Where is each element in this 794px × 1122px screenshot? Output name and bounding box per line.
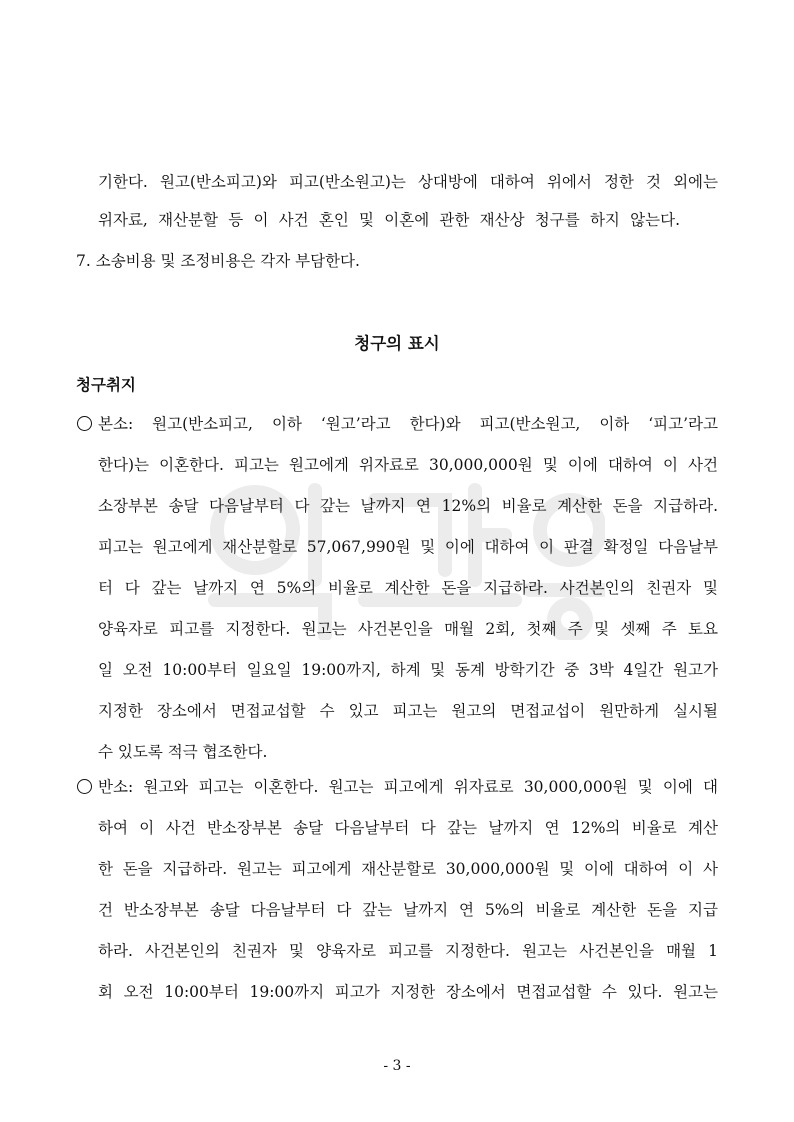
claim-2-line-2: 하여 이 사건 반소장부본 송달 다음날부터 다 갚는 날까지 연 12%의 비율로 계산 [98, 819, 718, 837]
claim-1-line-3: 소장부본 송달 다음날부터 다 갚는 날까지 연 12%의 비율로 계산한 돈을 지급하라. [98, 497, 718, 515]
claim-1-line-2: 한다)는 이혼한다. 피고는 원고에게 위자료로 30,000,000원 및 이에 대하여 이 사건 [98, 456, 718, 474]
claim-1-line-5: 터 다 갚는 날까지 연 5%의 비율로 계산한 돈을 지급하라. 사건본인의 친권자 및 [98, 579, 718, 597]
claim-1-line-1: 본소: 원고(반소피고, 이하 ‘원고’라고 한다)와 피고(반소원고, 이하 ‘피고’라고 [98, 415, 718, 433]
page-number: - 3 - [383, 1058, 411, 1074]
claim-1-line-4: 피고는 원고에게 재산분할로 57,067,990원 및 이에 대하여 이 판결 확정일 다음날부 [98, 538, 718, 556]
claim-2-bullet-icon [77, 779, 92, 794]
top-line-2: 위자료, 재산분할 등 이 사건 혼인 및 이혼에 관한 재산상 청구를 하지 않는다. [98, 211, 680, 229]
claim-2-line-4: 건 반소장부본 송달 다음날부터 다 갚는 날까지 연 5%의 비율로 계산한 돈을 지급 [98, 901, 718, 919]
claim-1-line-8: 지정한 장소에서 면접교섭할 수 있고 피고는 원고의 면접교섭이 원만하게 실시될 [98, 702, 718, 720]
claim-2-line-6: 회 오전 10:00부터 19:00까지 피고가 지정한 장소에서 면접교섭할 수 있다. 원고는 [98, 983, 718, 1001]
claim-2-line-1: 반소: 원고와 피고는 이혼한다. 원고는 피고에게 위자료로 30,000,000원 및 이에 대 [98, 778, 718, 796]
claim-1-line-7: 일 오전 10:00부터 일요일 19:00까지, 하계 및 동계 방학기간 중 3박 4일간 원고가 [98, 661, 718, 679]
claim-2-line-5: 하라. 사건본인의 친권자 및 양육자로 피고를 지정한다. 원고는 사건본인을 매월 1 [98, 942, 718, 960]
section-title: 청구의 표시 [354, 334, 440, 353]
top-line-1: 기한다. 원고(반소피고)와 피고(반소원고)는 상대방에 대하여 위에서 정한 것 외에는 [98, 173, 718, 191]
top-line-3: 7. 소송비용 및 조정비용은 각자 부담한다. [76, 252, 360, 270]
claim-2-line-3: 한 돈을 지급하라. 원고는 피고에게 재산분할로 30,000,000원 및 이에 대하여 이 사 [98, 860, 718, 878]
claim-1-line-9: 수 있도록 적극 협조한다. [98, 743, 268, 761]
claim-1-line-6: 양육자로 피고를 지정한다. 원고는 사건본인을 매월 2회, 첫째 주 및 셋째 주 토요 [98, 620, 718, 638]
section-subtitle: 청구취지 [76, 376, 136, 394]
claim-1-bullet-icon [77, 416, 92, 431]
